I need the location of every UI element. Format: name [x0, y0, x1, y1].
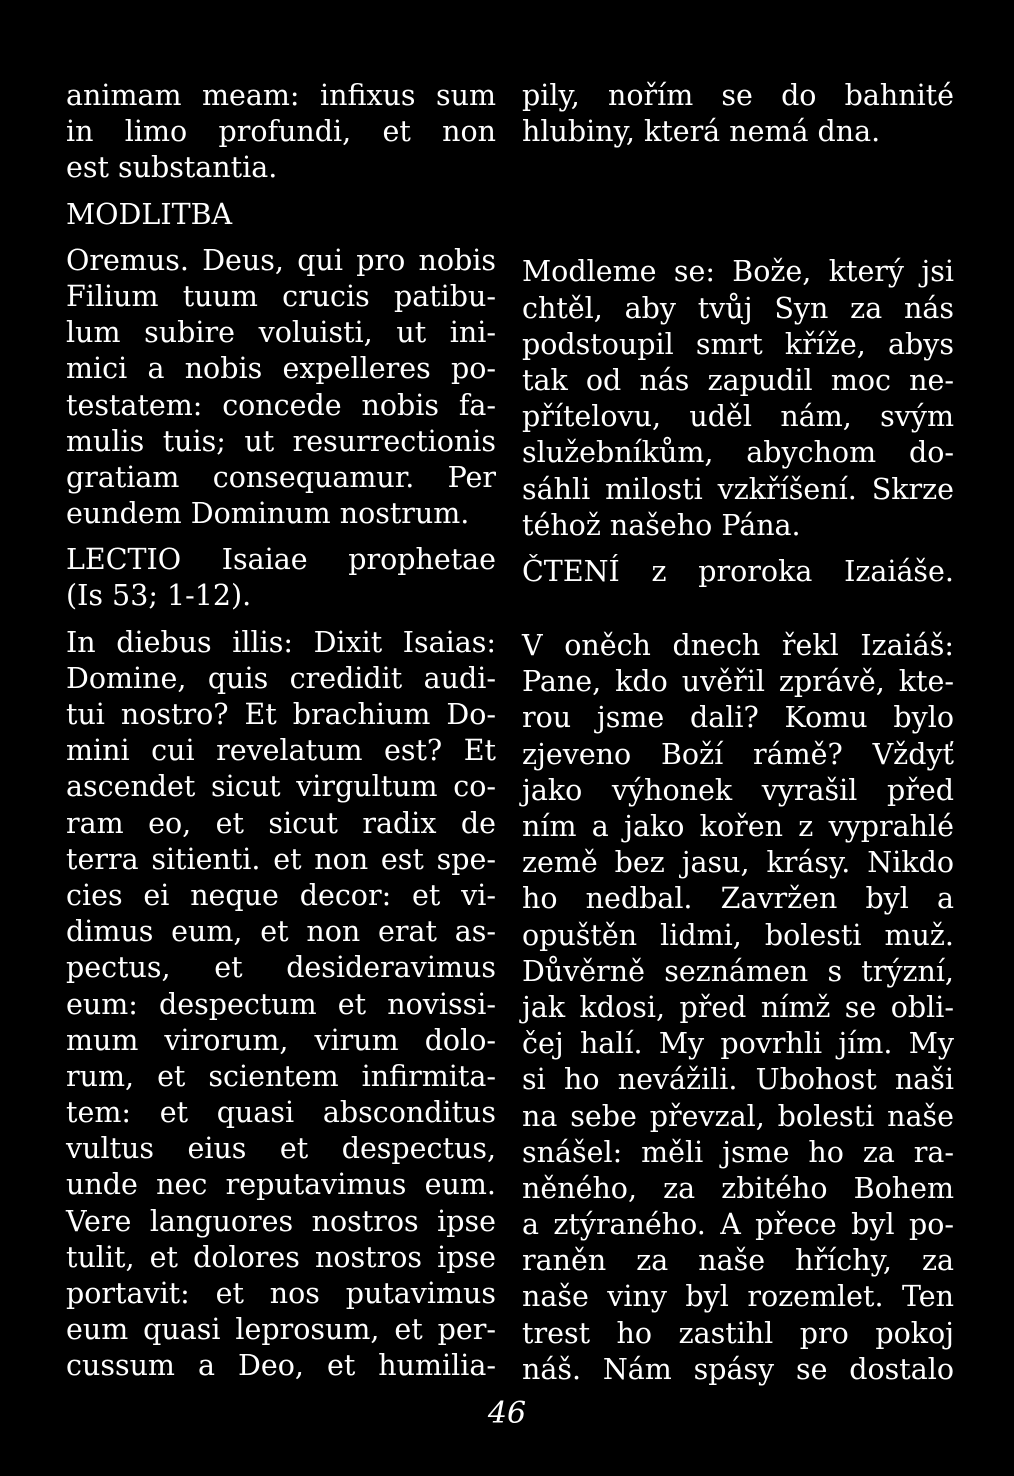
text-line: ho nedbal. Zavržen byl a [522, 882, 954, 916]
text-line: eundem Dominum nostrum. [66, 497, 470, 531]
modlitba-heading: MODLITBA [66, 197, 233, 231]
text-line: rou jsme dali? Komu bylo [522, 701, 954, 735]
text-line: gratiam consequamur. Per [66, 460, 496, 494]
text-line: testatem: concede nobis fa- [66, 388, 496, 422]
page-number: 46 [487, 1396, 527, 1431]
text-line: chtěl, aby tvůj Syn za nás [522, 291, 954, 325]
left-reading [66, 625, 496, 1385]
text-line: si ho nevážili. Ubohost naši [522, 1063, 954, 1097]
text-line: opuštěn lidmi, bolesti muž. [522, 918, 954, 952]
text-line: cussum a Deo, et humilia- [66, 1349, 496, 1383]
text-line: jako výhonek vyrašil před [522, 773, 954, 807]
text-line: ním a jako kořen z vyprahlé [522, 810, 954, 843]
text-line: Modleme se: Bože, který jsi [522, 255, 954, 289]
text-line: portavit: et nos putavimus [66, 1277, 496, 1310]
text-line: něného, za zbitého Bohem [522, 1171, 954, 1205]
text-line: na sebe převzal, bolesti naše [522, 1099, 954, 1133]
text-line: pily, nořím se do bahnité [522, 79, 954, 112]
text-line: podstoupil smrt kříže, abys [522, 327, 954, 361]
text-line: čej halí. My povrhli jím. My [522, 1027, 954, 1061]
text-line: tem: et quasi absconditus [66, 1096, 496, 1130]
text-line: snášel: měli jsme ho za ra- [522, 1135, 954, 1169]
text-line: země bez jasu, krásy. Nikdo [522, 846, 954, 880]
text-line: est substantia. [66, 151, 278, 185]
text-line: mici a nobis expelleres po- [66, 352, 496, 386]
text-line: tak od nás zapudil moc ne- [522, 363, 954, 397]
text-line: Domine, quis credidit audi- [66, 661, 496, 695]
text-line: Oremus. Deus, qui pro nobis [66, 243, 496, 277]
text-line: pectus, et desideravimus [66, 951, 496, 985]
text-line: LECTIO Isaiae prophetae [66, 543, 496, 577]
text-line: mum virorum, virum dolo- [66, 1023, 496, 1057]
text-line: In diebus illis: Dixit Isaias: [66, 625, 496, 659]
left-column-latin [66, 78, 496, 1385]
text-line: Pane, kdo uvěřil zprávě, kte- [522, 665, 954, 699]
text-line: a ztýraného. A přece byl po- [522, 1208, 954, 1242]
right-prayer [522, 254, 954, 544]
text-line: Vere languores nostros ipse [66, 1204, 496, 1238]
right-reading [522, 628, 954, 1388]
text-line: ram eo, et sicut radix de [66, 806, 496, 840]
text-line: eum quasi leprosum, et per- [66, 1313, 496, 1347]
text-line: lum subire voluisti, ut ini- [66, 316, 496, 350]
text-line: terra sitienti. et non est spe- [66, 842, 496, 876]
text-line: náš. Nám spásy se dostalo [522, 1352, 954, 1386]
text-line: ascendet sicut virgultum co- [66, 770, 496, 804]
text-line: tui nostro? Et brachium Do- [66, 698, 496, 731]
right-column-czech [522, 78, 954, 1388]
text-line: mulis tuis; ut resurrectionis [66, 424, 496, 458]
text-line: hlubiny, která nemá dna. [522, 115, 881, 149]
text-line: cies ei neque decor: et vi- [66, 878, 496, 912]
text-line: Důvěrně seznámen s trýzní, [522, 954, 954, 988]
text-line: eum: despectum et novissi- [66, 987, 496, 1021]
right-para-psalm [522, 78, 954, 150]
text-line: (Is 53; 1-12). [66, 579, 252, 613]
text-line: rum, et scientem infirmita- [66, 1059, 496, 1093]
text-line: trest ho zastihl pro pokoj [522, 1316, 954, 1350]
text-line: Filium tuum crucis patibu- [66, 279, 496, 313]
left-para-psalm [66, 78, 496, 187]
cteni-heading: ČTENÍ z proroka Izaiáše. [522, 554, 954, 588]
text-line: sáhli milosti vzkříšení. Skrze [522, 472, 954, 506]
text-line: dimus eum, et non erat as- [66, 915, 496, 949]
text-line: in limo profundi, et non [66, 115, 496, 149]
text-line: přítelovu, uděl nám, svým [522, 400, 954, 434]
lectio-heading [66, 542, 496, 614]
text-line: mini cui revelatum est? Et [66, 734, 496, 768]
text-line: raněn za naše hříchy, za [522, 1244, 954, 1278]
text-line: V oněch dnech řekl Izaiáš: [522, 629, 954, 663]
text-line: jak kdosi, před nímž se obli- [522, 990, 954, 1024]
text-line: tulit, et dolores nostros ipse [66, 1240, 496, 1274]
text-line: zjeveno Boží rámě? Vždyť [522, 737, 954, 771]
text-line: unde nec reputavimus eum. [66, 1168, 496, 1202]
text-line: téhož našeho Pána. [522, 508, 801, 542]
text-line: vultus eius et despectus, [66, 1132, 496, 1166]
text-line: animam meam: infixus sum [66, 79, 496, 112]
text-line: naše viny byl rozemlet. Ten [522, 1280, 954, 1314]
text-line: služebníkům, abychom do- [522, 436, 954, 470]
left-prayer [66, 243, 496, 533]
